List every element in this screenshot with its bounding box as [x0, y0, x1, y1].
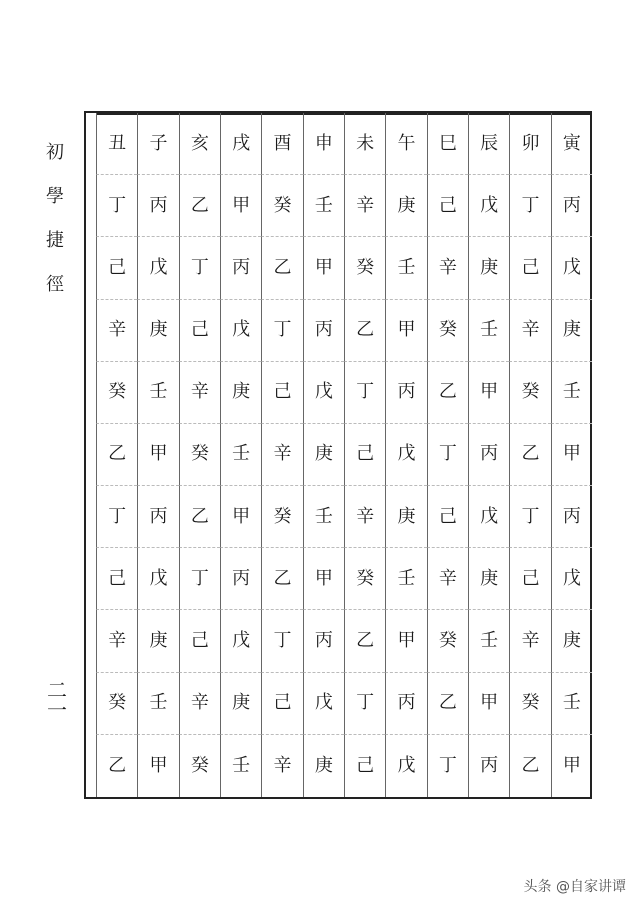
table-cell: 丙: [220, 548, 261, 610]
table-cell: 乙: [179, 175, 220, 237]
table-cell: 戊: [551, 548, 592, 610]
table-cell: 壬: [468, 300, 509, 362]
table-cell: 丙: [468, 424, 509, 486]
page-number: [44, 680, 70, 720]
table-cell: 丙: [303, 610, 344, 672]
stem-branch-table: [96, 113, 592, 797]
table-cell: 辛: [509, 300, 550, 362]
table-cell: 己: [96, 237, 137, 299]
table-cell: 戊: [468, 486, 509, 548]
page-number-char: 二: [47, 678, 67, 702]
table-cell: 己: [427, 486, 468, 548]
table-cell: 丁: [261, 300, 302, 362]
table-cell: 辛: [344, 486, 385, 548]
column-header-branch: 亥: [179, 113, 220, 175]
table-cell: 丁: [509, 486, 550, 548]
side-title-char: 初: [46, 142, 64, 163]
table-cell: 癸: [427, 610, 468, 672]
table-cell: 癸: [509, 362, 550, 424]
table-cell: 戊: [303, 673, 344, 735]
table-cell: 癸: [261, 486, 302, 548]
table-cell: 庚: [137, 610, 178, 672]
side-title-char: 徑: [46, 274, 64, 295]
table-cell: 丁: [427, 735, 468, 797]
table-cell: 癸: [179, 735, 220, 797]
table-cell: 丙: [385, 362, 426, 424]
table-cell: 己: [427, 175, 468, 237]
table-cell: 癸: [427, 300, 468, 362]
table-cell: 庚: [303, 424, 344, 486]
table-cell: 庚: [551, 300, 592, 362]
table-cell: 甲: [220, 486, 261, 548]
column-header-branch: 酉: [261, 113, 302, 175]
table-cell: 乙: [427, 673, 468, 735]
table-cell: 甲: [137, 735, 178, 797]
side-title-char: 捷: [46, 230, 64, 251]
table-cell: 戊: [385, 735, 426, 797]
table-cell: 壬: [303, 175, 344, 237]
table-cell: 辛: [179, 673, 220, 735]
table-cell: 丙: [137, 175, 178, 237]
table-cell: 辛: [427, 548, 468, 610]
table-cell: 戊: [468, 175, 509, 237]
table-cell: 丁: [344, 673, 385, 735]
table-cell: 辛: [96, 610, 137, 672]
column-header-branch: 午: [385, 113, 426, 175]
table-cell: 甲: [137, 424, 178, 486]
table-cell: 甲: [385, 610, 426, 672]
table-cell: 庚: [468, 548, 509, 610]
table-cell: 甲: [303, 548, 344, 610]
table-cell: 己: [179, 610, 220, 672]
table-cell: 乙: [344, 300, 385, 362]
table-cell: 庚: [220, 673, 261, 735]
table-cell: 癸: [344, 237, 385, 299]
table-cell: 辛: [179, 362, 220, 424]
side-title-char: 學: [46, 186, 64, 207]
table-cell: 丁: [96, 175, 137, 237]
table-cell: 己: [96, 548, 137, 610]
table-cell: 丙: [385, 673, 426, 735]
page-number-char: 一: [47, 698, 67, 722]
table-cell: 乙: [261, 548, 302, 610]
table-cell: 辛: [261, 735, 302, 797]
table-cell: 庚: [468, 237, 509, 299]
table-cell: 壬: [137, 362, 178, 424]
column-header-branch: 未: [344, 113, 385, 175]
table-cell: 乙: [261, 237, 302, 299]
table-cell: 戊: [220, 610, 261, 672]
table-cell: 庚: [137, 300, 178, 362]
table-cell: 丙: [551, 486, 592, 548]
table-cell: 壬: [551, 362, 592, 424]
table-cell: 丁: [179, 548, 220, 610]
column-header-branch: 辰: [468, 113, 509, 175]
table-cell: 丙: [220, 237, 261, 299]
table-cell: 乙: [509, 735, 550, 797]
table-cell: 癸: [96, 673, 137, 735]
table-cell: 癸: [179, 424, 220, 486]
table-cell: 丁: [427, 424, 468, 486]
table-cell: 戊: [137, 237, 178, 299]
column-header-branch: 巳: [427, 113, 468, 175]
table-cell: 丁: [179, 237, 220, 299]
footer-watermark: 头条 @自家讲谭: [523, 879, 626, 895]
column-header-branch: 丑: [96, 113, 137, 175]
table-cell: 甲: [468, 362, 509, 424]
table-cell: 甲: [303, 237, 344, 299]
table-cell: 辛: [427, 237, 468, 299]
table-cell: 戊: [303, 362, 344, 424]
table-cell: 甲: [385, 300, 426, 362]
table-cell: 庚: [303, 735, 344, 797]
table-cell: 乙: [179, 486, 220, 548]
table-cell: 庚: [551, 610, 592, 672]
table-cell: 乙: [509, 424, 550, 486]
table-cell: 己: [261, 673, 302, 735]
table-cell: 戊: [385, 424, 426, 486]
table-cell: 丁: [344, 362, 385, 424]
table-cell: 壬: [551, 673, 592, 735]
table-cell: 壬: [303, 486, 344, 548]
table-cell: 壬: [220, 424, 261, 486]
table-cell: 丙: [303, 300, 344, 362]
table-cell: 己: [344, 735, 385, 797]
table-cell: 甲: [220, 175, 261, 237]
table-cell: 戊: [137, 548, 178, 610]
column-header-branch: 卯: [509, 113, 550, 175]
table-cell: 壬: [468, 610, 509, 672]
table-cell: 甲: [551, 735, 592, 797]
table-cell: 癸: [509, 673, 550, 735]
table-cell: 戊: [551, 237, 592, 299]
table-cell: 庚: [220, 362, 261, 424]
side-title: [40, 138, 70, 300]
table-cell: 己: [509, 548, 550, 610]
table-cell: 甲: [551, 424, 592, 486]
table-cell: 丙: [468, 735, 509, 797]
table-cell: 庚: [385, 486, 426, 548]
table-cell: 己: [344, 424, 385, 486]
table-cell: 甲: [468, 673, 509, 735]
column-header-branch: 申: [303, 113, 344, 175]
column-header-branch: 子: [137, 113, 178, 175]
table-cell: 乙: [427, 362, 468, 424]
table-cell: 丁: [96, 486, 137, 548]
table-cell: 己: [261, 362, 302, 424]
column-header-branch: 寅: [551, 113, 592, 175]
table-cell: 壬: [385, 237, 426, 299]
table-cell: 丁: [261, 610, 302, 672]
table-cell: 己: [509, 237, 550, 299]
table-cell: 辛: [344, 175, 385, 237]
table-cell: 辛: [509, 610, 550, 672]
table-cell: 戊: [220, 300, 261, 362]
table-cell: 丁: [509, 175, 550, 237]
table-cell: 癸: [261, 175, 302, 237]
table-cell: 辛: [261, 424, 302, 486]
column-header-branch: 戌: [220, 113, 261, 175]
table-cell: 辛: [96, 300, 137, 362]
table-cell: 丙: [551, 175, 592, 237]
table-cell: 乙: [96, 424, 137, 486]
table-cell: 乙: [344, 610, 385, 672]
table-cell: 癸: [344, 548, 385, 610]
table-cell: 己: [179, 300, 220, 362]
table-cell: 乙: [96, 735, 137, 797]
table-cell: 壬: [385, 548, 426, 610]
table-cell: 丙: [137, 486, 178, 548]
table-cell: 庚: [385, 175, 426, 237]
table-cell: 癸: [96, 362, 137, 424]
table-cell: 壬: [220, 735, 261, 797]
table-cell: 壬: [137, 673, 178, 735]
